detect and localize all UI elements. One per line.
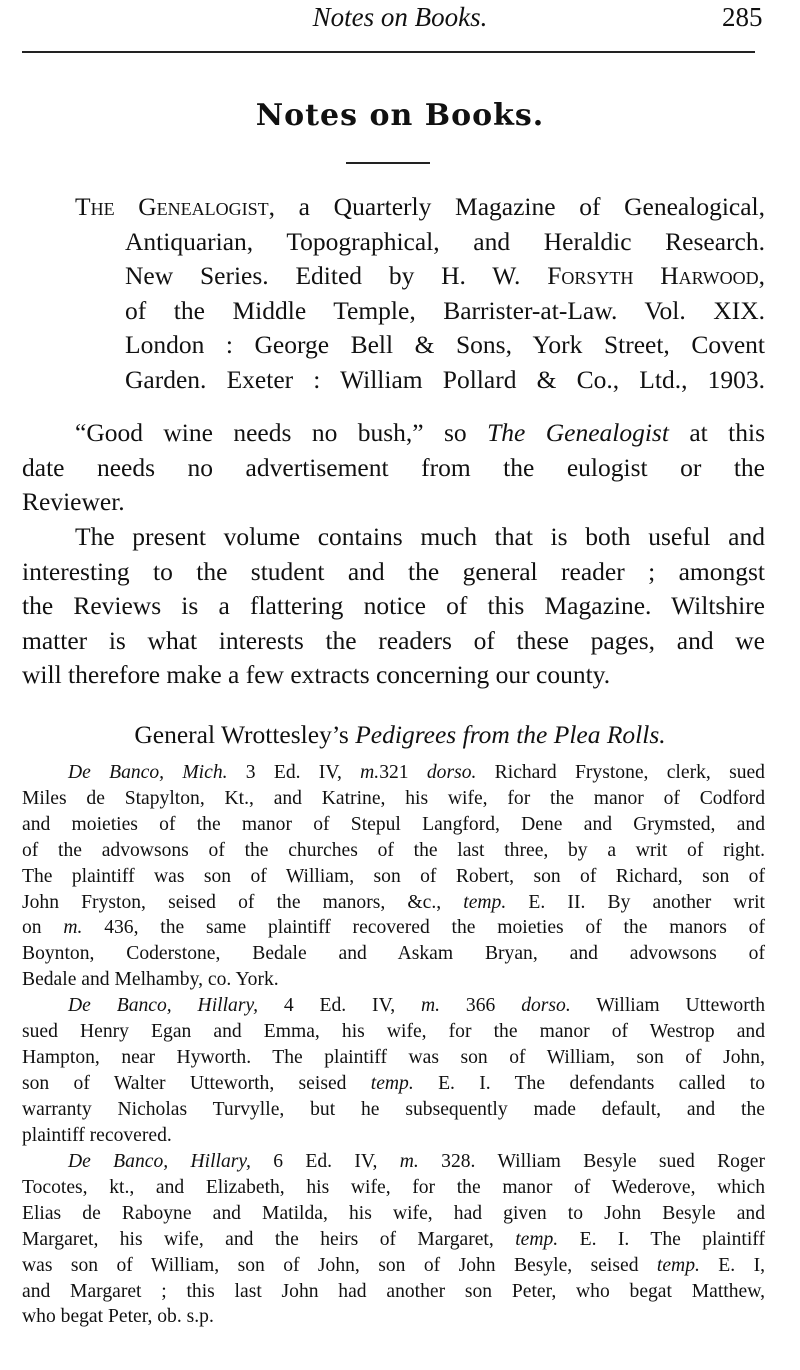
text-run: Hampton, near Hyworth. The plaintiff was son of William, son of John,: [22, 1046, 765, 1068]
book-citation: [22, 190, 765, 398]
text-run: Garden. Exeter : William Pollard & Co., Ltd., 1903.: [125, 364, 765, 394]
text-run: William Utteworth: [570, 995, 765, 1016]
subheading-plain: General Wrottesley’s: [134, 720, 356, 749]
extract-paragraph: [22, 760, 765, 993]
text-line: [22, 555, 765, 590]
italic-run: m.: [360, 762, 380, 783]
italic-run: m.: [63, 917, 83, 939]
text-run: Richard Frystone, clerk, sued: [476, 762, 765, 783]
text-run: Margaret, his wife, and the heirs of Margaret,: [22, 1228, 516, 1250]
text-line: [22, 1279, 765, 1305]
text-line: [125, 294, 765, 329]
text-run: E. I. The defendants called to: [413, 1072, 765, 1094]
text-line: [22, 1045, 765, 1071]
text-run: interesting to the student and the general reader ; amongst: [22, 556, 765, 586]
text-run: 6 Ed. IV,: [250, 1151, 400, 1172]
text-run: 4 Ed. IV,: [257, 995, 421, 1016]
text-line: [22, 838, 765, 864]
text-line: [22, 1123, 765, 1149]
italic-run: De Banco, Hillary,: [68, 995, 258, 1016]
text-run: and moieties of the manor of Stepul Langford, Dene and Grymsted, and: [22, 813, 765, 835]
italic-run: m.: [399, 1151, 419, 1172]
italic-run: temp.: [463, 891, 507, 913]
text-run: New Series. Edited by H. W.: [125, 261, 548, 291]
text-line: [22, 786, 765, 812]
text-run: Bedale and Melhamby, co. York.: [22, 969, 279, 991]
subheading-italic-title: Pedigrees from the Plea Rolls.: [355, 720, 666, 749]
text-line: [22, 864, 765, 890]
section-title: Notes on Books.: [255, 98, 545, 133]
text-line: [68, 760, 765, 786]
text-line: [22, 812, 765, 838]
text-line: [22, 941, 765, 967]
text-run: E. II. By another writ: [506, 891, 765, 913]
text-line: [22, 624, 765, 659]
text-line: [22, 658, 765, 693]
review-paragraph: [22, 520, 765, 693]
text-line: [68, 1149, 765, 1175]
text-run: “Good wine needs no bush,” so: [75, 418, 488, 447]
text-run: will therefore make a few extracts concerning our county.: [22, 660, 611, 690]
text-line: [22, 1227, 765, 1253]
text-run: at this: [668, 418, 766, 447]
text-line: [125, 363, 765, 398]
title-rule: [346, 162, 430, 164]
text-line: [22, 1175, 765, 1201]
text-line: [125, 225, 765, 260]
text-run: plaintiff recovered.: [22, 1124, 172, 1146]
text-run: 328. William Besyle sued Roger: [418, 1151, 765, 1172]
italic-run: m.: [420, 995, 441, 1016]
text-line: [75, 190, 765, 225]
italic-run: dorso.: [426, 762, 477, 783]
text-run: London : George Bell & Sons, York Street, Covent: [125, 330, 765, 360]
text-run: E. I,: [699, 1254, 765, 1276]
text-run: warranty Nicholas Turvylle, but he subsequently made default, and the: [22, 1098, 765, 1120]
text-line: [22, 967, 765, 993]
text-run: Antiquarian, Topographical, and Heraldic Research.: [125, 226, 765, 256]
text-line: [22, 1253, 765, 1279]
text-run: 436, the same plaintiff recovered the moieties of the manors of: [82, 917, 765, 939]
text-run: Tocotes, kt., and Elizabeth, his wife, for the manor of Wederove, which: [22, 1176, 765, 1198]
text-run: 321: [379, 762, 427, 783]
running-title: Notes on Books.: [312, 2, 488, 32]
text-line: [75, 520, 765, 555]
text-run: of the advowsons of the churches of the last three, by a writ of right.: [22, 839, 765, 861]
text-run: date needs no advertisement from the eulogist or the: [22, 452, 765, 482]
small-caps-run: The Genealogist: [75, 192, 269, 221]
text-run: who begat Peter, ob. s.p.: [22, 1306, 214, 1328]
text-run: the Reviews is a flattering notice of this Magazine. Wiltshire: [22, 591, 765, 621]
text-run: 366: [440, 995, 522, 1016]
text-run: matter is what interests the readers of these pages, and we: [22, 625, 765, 655]
text-run: son of Walter Utteworth, seised: [22, 1072, 371, 1094]
text-run: on: [22, 917, 64, 939]
italic-run: The Genealogist: [487, 418, 669, 447]
italic-run: temp.: [656, 1254, 700, 1276]
text-run: John Fryston, seised of the manors, &c.,: [22, 891, 464, 913]
text-line: [22, 890, 765, 916]
italic-run: temp.: [515, 1228, 559, 1250]
small-caps-run: Forsyth Harwood,: [547, 261, 765, 291]
text-run: Reviewer.: [22, 487, 125, 517]
text-line: [22, 1304, 765, 1330]
text-run: E. I. The plaintiff: [558, 1228, 765, 1250]
text-line: [75, 416, 765, 451]
text-line: [22, 485, 765, 520]
review-paragraph: [22, 416, 765, 520]
text-run: was son of William, son of John, son of John Besyle, seised: [22, 1254, 657, 1276]
text-run: Miles de Stapylton, Kt., and Katrine, his wife, for the manor of Codford: [22, 787, 765, 809]
text-run: Elias de Raboyne and Matilda, his wife, had given to John Besyle and: [22, 1202, 765, 1224]
text-run: The present volume contains much that is both useful and: [75, 522, 765, 551]
text-line: [22, 589, 765, 624]
italic-run: De Banco, Hillary,: [68, 1151, 251, 1172]
text-run: sued Henry Egan and Emma, his wife, for the manor of Westrop and: [22, 1020, 765, 1042]
italic-run: dorso.: [521, 995, 571, 1016]
italic-run: De Banco, Mich.: [68, 762, 228, 783]
text-run: , a Quarterly Magazine of Genealogical,: [268, 192, 766, 221]
subheading: [0, 720, 800, 750]
text-line: [125, 259, 765, 294]
text-run: Boynton, Coderstone, Bedale and Askam Bryan, and advowsons of: [22, 943, 765, 965]
text-line: [22, 1201, 765, 1227]
text-run: and Margaret ; this last John had another son Peter, who begat Matthew,: [22, 1280, 765, 1302]
header-rule: [22, 51, 755, 53]
extract-paragraph: [22, 993, 765, 1148]
text-line: [68, 993, 765, 1019]
text-line: [22, 1097, 765, 1123]
text-run: of the Middle Temple, Barrister-at-Law. Vol. XIX.: [125, 295, 765, 325]
text-line: [22, 1019, 765, 1045]
text-line: [125, 328, 765, 363]
extract-paragraph: [22, 1149, 765, 1330]
italic-run: temp.: [370, 1072, 414, 1094]
text-run: The plaintiff was son of William, son of Robert, son of Richard, son of: [22, 865, 765, 887]
text-line: [22, 1071, 765, 1097]
text-line: [22, 451, 765, 486]
text-run: 3 Ed. IV,: [227, 762, 361, 783]
text-line: [22, 915, 765, 941]
page-number: 285: [722, 2, 763, 32]
